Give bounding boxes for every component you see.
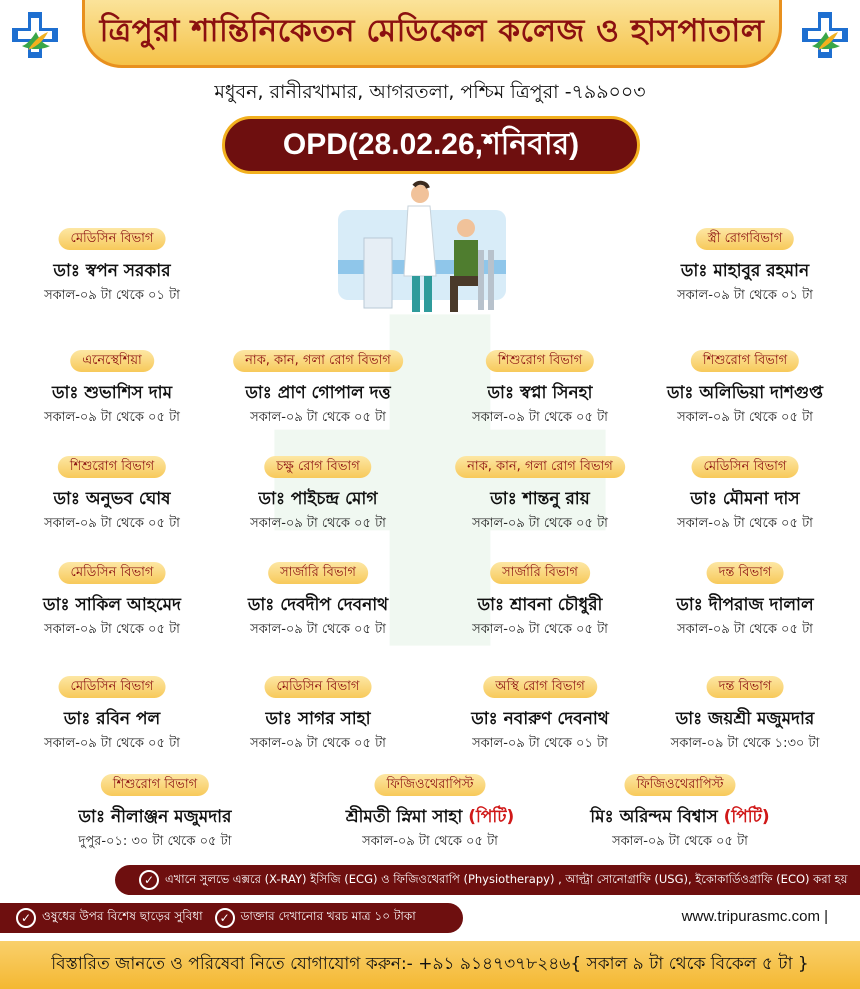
doctor-name-text: ডাঃ নীলাঞ্জন মজুমদার <box>78 807 232 827</box>
doctor-timing: সকাল-০৯ টা থেকে ০৫ টা <box>44 410 180 425</box>
department-label: মেডিসিন বিভাগ <box>59 676 166 698</box>
doctor-timing: সকাল-০৯ টা থেকে ০৫ টা <box>44 516 180 531</box>
opd-badge <box>222 116 640 174</box>
hospital-logo-icon <box>800 10 850 60</box>
website-link[interactable]: www.tripurasmc.com | <box>681 908 828 925</box>
department-label: দন্ত বিভাগ <box>707 562 784 584</box>
doctor-timing: সকাল-০৯ টা থেকে ০৫ টা <box>250 622 386 637</box>
doctor-name <box>53 486 170 514</box>
services-text: এখানে সুলভে এক্সরে (X-RAY) ইসিজি (ECG) ও ফিজিওথেরাপি (Physiotherapy) , আল্ট্রা সোনোগ্রাফি (USG), ইকোকার্ডিওগ্রাফি (ECO) করা হয় <box>165 871 848 886</box>
doctor-name-text: ডাঃ অলিভিয়া দাশগুপ্ত <box>666 383 824 403</box>
doctor-name-text: ডাঃ মৌমনা দাস <box>690 489 800 509</box>
doctor-name <box>43 592 181 620</box>
doctor-timing: সকাল-০৯ টা থেকে ০৫ টা <box>472 410 608 425</box>
doctor-timing: সকাল-০৯ টা থেকে ০১ টা <box>44 288 180 303</box>
doctor-timing: সকাল-০৯ টা থেকে ০১ টা <box>472 736 608 751</box>
department-label: মেডিসিন বিভাগ <box>59 562 166 584</box>
doctor-timing: সকাল-০৯ টা থেকে ১:৩০ টা <box>670 736 820 751</box>
doctor-name-text: ডাঃ শান্তনু রায় <box>490 489 590 509</box>
doctor-timing: সকাল-০৯ টা থেকে ০৫ টা <box>472 516 608 531</box>
department-label: শিশুরোগ বিভাগ <box>101 774 209 796</box>
department-label: নাক, কান, গলা রোগ বিভাগ <box>455 456 625 478</box>
doctor-timing: সকাল-০৯ টা থেকে ০৫ টা <box>44 736 180 751</box>
physiotherapist-tag: (পিটি) <box>723 807 770 827</box>
physiotherapist-tag: (পিটি) <box>468 807 515 827</box>
doctor-name-text: ডাঃ সাকিল আহমেদ <box>43 595 181 615</box>
doctor-name-text: ডাঃ শুভাশিস দাম <box>51 383 173 403</box>
hospital-logo-icon <box>10 10 60 60</box>
doctor-name <box>590 804 769 832</box>
department-label: শিশুরোগ বিভাগ <box>58 456 166 478</box>
doctor-name <box>265 706 370 734</box>
doctor-name-text: ডাঃ পাইচন্দ্র মোগ <box>258 489 378 509</box>
check-icon: ✓ <box>139 870 159 890</box>
department-label: সার্জারি বিভাগ <box>268 562 368 584</box>
doctor-timing: সকাল-০৯ টা থেকে ০৫ টা <box>677 410 813 425</box>
department-label: শিশুরোগ বিভাগ <box>486 350 594 372</box>
doctor-name <box>245 380 390 408</box>
doctor-timing: সকাল-০৯ টা থেকে ০৫ টা <box>250 410 386 425</box>
doctor-name-text: ডাঃ সাগর সাহা <box>265 709 371 729</box>
doctor-timing: সকাল-০৯ টা থেকে ০৫ টা <box>44 622 180 637</box>
page-title: ত্রিপুরা শান্তিনিকেতন মেডিকেল কলেজ ও হাসপাতাল <box>99 12 765 49</box>
doctor-name-text: ডাঃ জয়শ্রী মজুমদার <box>675 709 815 729</box>
doctor-name-text: ডাঃ স্বপ্না সিনহা <box>487 383 593 403</box>
department-label: ফিজিওথেরাপিস্ট <box>624 774 735 796</box>
benefit-medicine-discount: ওষুধের উপর বিশেষ ছাড়ের সুবিধা <box>42 909 203 923</box>
title-banner <box>82 0 782 68</box>
doctor-name-text: ডাঃ অনুভব ঘোষ <box>53 489 171 509</box>
doctor-name-text: ডাঃ মাহাবুর রহমান <box>680 261 810 281</box>
doctor-timing: সকাল-০৯ টা থেকে ০১ টা <box>677 288 813 303</box>
department-label: শিশুরোগ বিভাগ <box>691 350 799 372</box>
doctor-name <box>667 380 823 408</box>
department-label: মেডিসিন বিভাগ <box>692 456 799 478</box>
services-band <box>115 865 860 895</box>
doctor-name-text: ডাঃ দেবদীপ দেবনাথ <box>247 595 389 615</box>
doctor-timing: সকাল-০৯ টা থেকে ০৫ টা <box>362 834 498 849</box>
doctor-name-text: মিঃ অরিন্দম বিশ্বাস <box>590 807 718 827</box>
doctor-timing: সকাল-০৯ টা থেকে ০৫ টা <box>612 834 748 849</box>
department-label: অস্থি রোগ বিভাগ <box>483 676 597 698</box>
opd-date: OPD(28.02.26,শনিবার) <box>282 127 580 161</box>
benefit-consultation-fee: ডাক্তার দেখানোর খরচ মাত্র ১০ টাকা <box>240 909 416 923</box>
doctor-name <box>676 592 813 620</box>
doctor-name <box>488 380 593 408</box>
doctor-name-text: ডাঃ দীপরাজ দালাল <box>676 595 814 615</box>
department-label: চক্ষু রোগ বিভাগ <box>264 456 371 478</box>
department-label: ফিজিওথেরাপিস্ট <box>374 774 485 796</box>
doctor-name-text: ডাঃ প্রাণ গোপাল দত্ত <box>245 383 391 403</box>
contact-text: বিস্তারিত জানতে ও পরিষেবা নিতে যোগাযোগ করুন:- +৯১ ৯১৪৭৩৭৮২৪৬{ সকাল ৯ টা থেকে বিকেল ৫ টা } <box>51 954 809 974</box>
doctor-name-text: শ্রীমতী স্নিমা সাহা <box>345 807 463 827</box>
doctor-name-text: ডাঃ রবিন পল <box>63 709 161 729</box>
doctor-timing: সকাল-০৯ টা থেকে ০৫ টা <box>472 622 608 637</box>
doctor-name <box>478 592 603 620</box>
benefits-band <box>0 903 463 933</box>
doctor-timing: সকাল-০৯ টা থেকে ০৫ টা <box>677 516 813 531</box>
doctor-name <box>490 486 590 514</box>
doctor-patient-illustration <box>338 180 506 318</box>
doctor-timing: সকাল-০৯ টা থেকে ০৫ টা <box>250 516 386 531</box>
doctor-name <box>346 804 515 832</box>
department-label: এনেস্থেশিয়া <box>70 350 154 372</box>
doctor-name <box>676 706 815 734</box>
department-label: নাক, কান, গলা রোগ বিভাগ <box>233 350 403 372</box>
doctor-name <box>248 592 388 620</box>
department-label: মেডিসিন বিভাগ <box>265 676 372 698</box>
department-label: সার্জারি বিভাগ <box>490 562 590 584</box>
doctor-name-text: ডাঃ স্বপন সরকার <box>53 261 171 281</box>
doctor-name <box>52 380 172 408</box>
doctor-timing: সকাল-০৯ টা থেকে ০৫ টা <box>677 622 813 637</box>
doctor-timing: সকাল-০৯ টা থেকে ০৫ টা <box>250 736 386 751</box>
doctor-name-text: ডাঃ শ্রাবনা চৌধুরী <box>477 595 603 615</box>
doctor-name <box>79 804 232 832</box>
department-label: স্ত্রী রোগবিভাগ <box>696 228 794 250</box>
doctor-name <box>259 486 378 514</box>
doctor-name <box>64 706 160 734</box>
doctor-name-text: ডাঃ নবারুণ দেবনাথ <box>471 709 609 729</box>
check-icon: ✓ <box>215 908 235 928</box>
address: মধুবন, রানীরখামার, আগরতলা, পশ্চিম ত্রিপুরা -৭৯৯০০৩ <box>214 81 646 103</box>
department-label: মেডিসিন বিভাগ <box>59 228 166 250</box>
department-label: দন্ত বিভাগ <box>707 676 784 698</box>
doctor-name <box>681 258 809 286</box>
doctor-name <box>471 706 609 734</box>
doctor-name <box>690 486 799 514</box>
check-icon: ✓ <box>16 908 36 928</box>
contact-footer <box>0 941 860 989</box>
doctor-timing: দুপুর-০১: ৩০ টা থেকে ০৫ টা <box>78 834 232 849</box>
doctor-name <box>53 258 170 286</box>
